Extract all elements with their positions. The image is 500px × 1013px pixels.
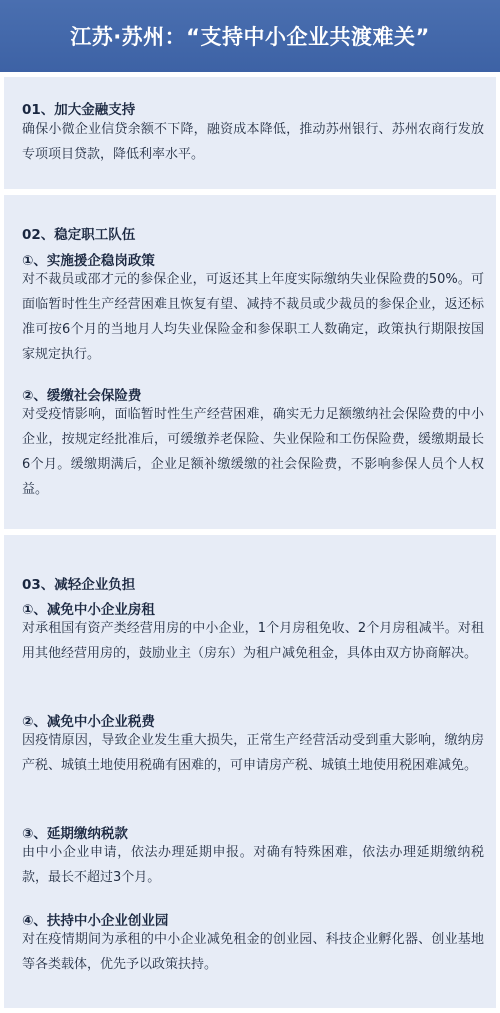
header-banner <box>0 0 500 72</box>
item-body: 对承租国有资产类经营用房的中小企业，1个月房租免收、2个月房租减半。对租用其他经营用房的，鼓励业主（房东）为租户减免租金，具体由双方协商解决。 <box>22 621 484 661</box>
item-body: 对受疫情影响，面临暂时性生产经营困难，确实无力足额缴纳社会保险费的中小企业，按规定经批准后，可缓缴养老保险、失业保险和工伤保险费，缓缴期最长6个月。缓缴期满后，企业足额补缴缓缴的社会保险费，不影响参保人员个人权益。 <box>22 407 484 497</box>
section-title: 03、减轻企业负担 <box>22 577 136 593</box>
section-title: 02、稳定职工队伍 <box>22 227 136 243</box>
page-title: 江苏·苏州：“支持中小企业共渡难关” <box>70 25 430 49</box>
item-title: ①、减免中小企业房租 <box>22 602 155 618</box>
item-title: ③、延期缴纳税款 <box>22 826 128 842</box>
section-card-finance <box>4 77 496 189</box>
item-title: ②、减免中小企业税费 <box>22 714 155 730</box>
item-body: 因疫情原因，导致企业发生重大损失，正常生产经营活动受到重大影响，缴纳房产税、城镇土地使用税确有困难的，可申请房产税、城镇土地使用税困难减免。 <box>22 733 484 773</box>
item-body: 对不裁员或邵才元的参保企业，可返还其上年度实际缴纳失业保险费的50%。可面临暂时性生产经营困难且恢复有望、减持不裁员或少裁员的参保企业，返还标准可按6个月的当地月人均失业保险金和参保职工人数确定，政策执行期限按国家规定执行。 <box>22 272 484 362</box>
item-body: 对在疫情期间为承租的中小企业减免租金的创业园、科技企业孵化器、创业基地等各类载体，优先予以政策扶持。 <box>22 932 484 972</box>
section-body: 确保小微企业信贷余额不下降，融资成本降低，推动苏州银行、苏州农商行发放专项项目贷款，降低利率水平。 <box>22 122 484 162</box>
section-card-workforce <box>4 195 496 529</box>
item-title: ①、实施援企稳岗政策 <box>22 253 155 269</box>
item-title: ②、缓缴社会保险费 <box>22 388 142 404</box>
section-title: 01、加大金融支持 <box>22 102 136 118</box>
item-title: ④、扶持中小企业创业园 <box>22 913 169 929</box>
section-card-burden-relief <box>4 535 496 1008</box>
item-body: 由中小企业申请，依法办理延期申报。对确有特殊困难，依法办理延期缴纳税款，最长不超过3个月。 <box>22 845 484 885</box>
